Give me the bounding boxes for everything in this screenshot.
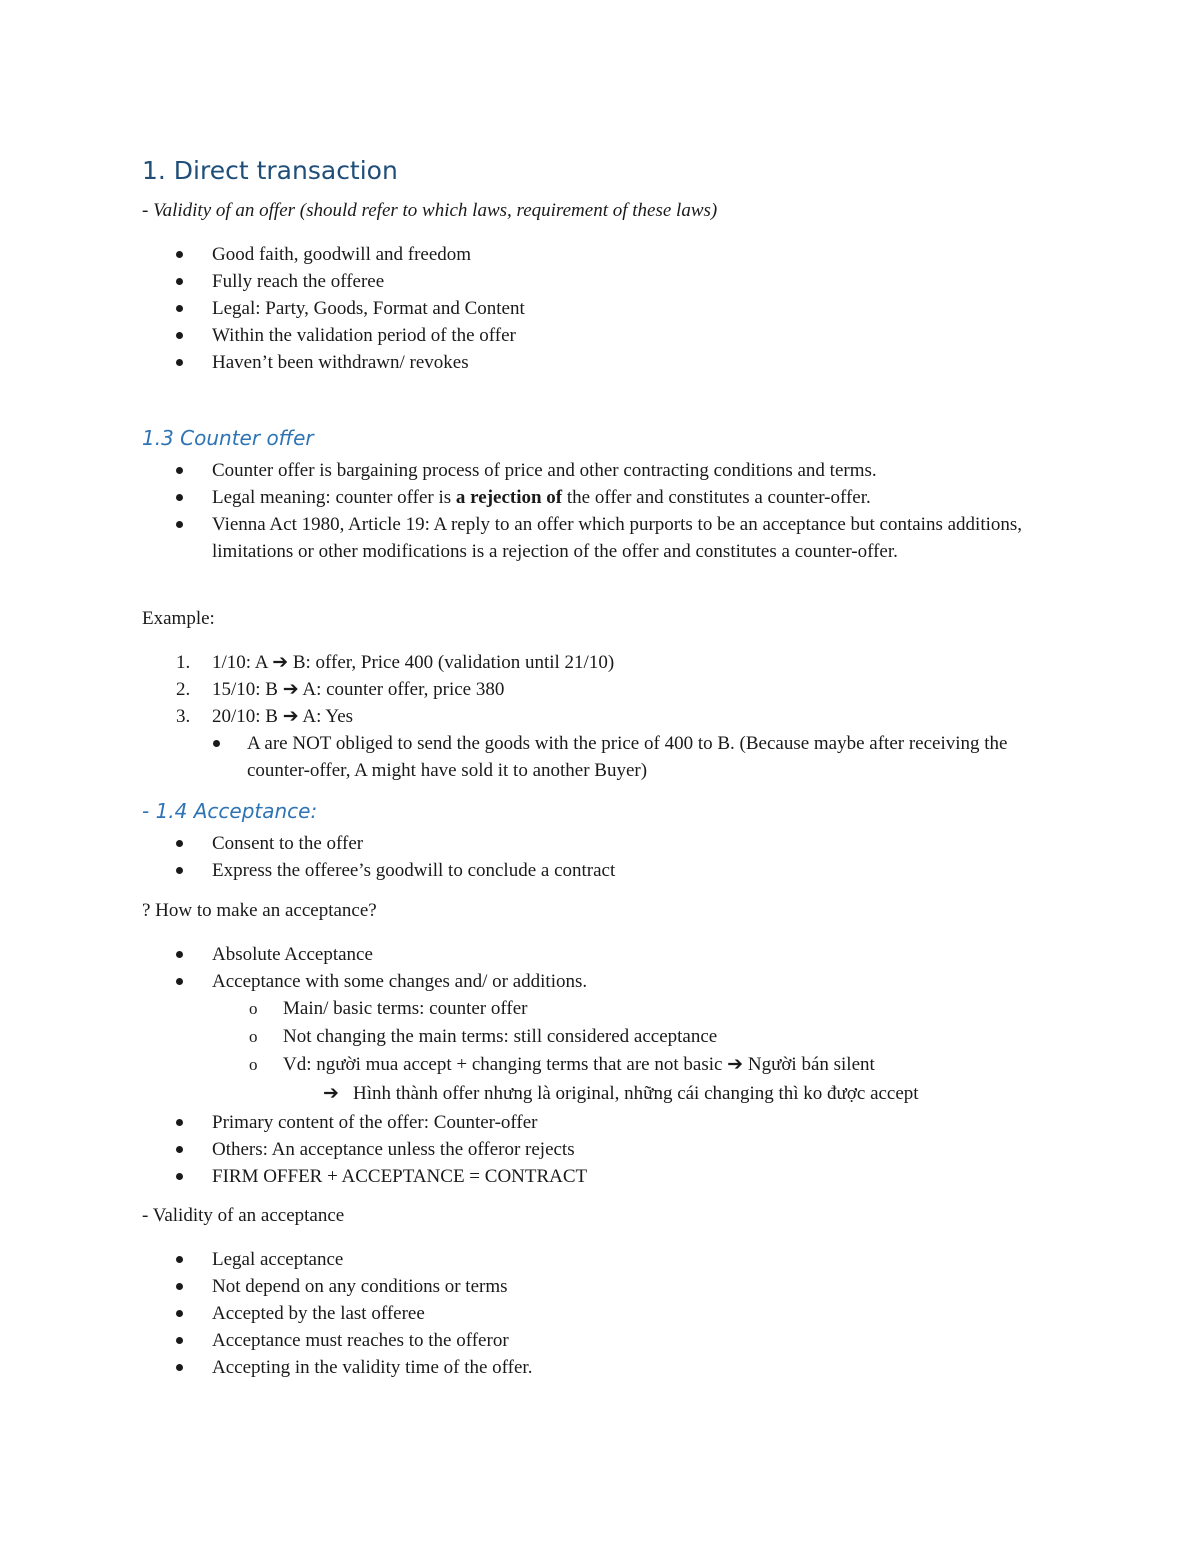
sub-list-item: o Main/ basic terms: counter offer [283,995,875,1023]
bullet-icon [176,1310,183,1317]
list-item: A are NOT obliged to send the goods with the price of 400 to B. (Because maybe after receiving the counter-offer, A might have sold it to another Buyer) [247,730,1017,784]
list-item: Consent to the offer [212,830,615,857]
list-item: Haven’t been withdrawn/ revokes [212,349,525,376]
list-item: Vienna Act 1980, Article 19: A reply to an offer which purports to be an acceptance but contains additions, limitations or other modifications is a rejection of the offer and constitutes a counter-offer. [212,511,1052,565]
bullet-icon [176,1146,183,1153]
bullet-icon [176,251,183,258]
bullet-icon [176,1364,183,1371]
list-item: Acceptance with some changes and/ or additions. [212,968,804,995]
list-item: Acceptance must reaches to the offeror [212,1327,532,1354]
bullet-icon [176,840,183,847]
list-item: 3. 20/10: B ➔ A: Yes [176,706,354,727]
circle-bullet-icon: o [249,1055,258,1074]
how-to-accept-list [212,941,919,1190]
sub-sub-list-item: ➔ Hình thành offer nhưng là original, những cái changing thì ko được accept [353,1079,945,1109]
arrow-right-icon: ➔ [272,652,289,673]
bullet-icon [176,951,183,958]
bullet-icon [176,978,183,985]
list-item: Absolute Acceptance [212,941,804,968]
heading-direct-transaction: 1. Direct transaction [142,156,398,185]
sub-list-item: o Vd: người mua accept + changing terms that are not basic ➔ Người bán silent [283,1051,875,1079]
list-item: Accepting in the validity time of the offer. [212,1354,532,1381]
circle-bullet-icon: o [249,1027,258,1046]
validity-offer-list [212,241,525,376]
list-item: Legal meaning: counter offer is a rejection of the offer and constitutes a counter-offer. [212,484,1052,511]
list-item: Fully reach the offeree [212,268,525,295]
list-item: Others: An acceptance unless the offeror rejects [212,1136,804,1163]
bullet-icon [176,305,183,312]
acceptance-question: ? How to make an acceptance? [142,900,377,921]
arrow-right-icon: ➔ [727,1054,744,1075]
validity-offer-intro: - Validity of an offer (should refer to which laws, requirement of these laws) [142,200,718,221]
bullet-icon [176,1173,183,1180]
example-label: Example: [142,608,215,629]
heading-acceptance: - 1.4 Acceptance: [142,799,318,823]
bullet-icon [176,867,183,874]
list-item: Not depend on any conditions or terms [212,1273,532,1300]
counter-offer-list [212,457,1052,565]
list-item: Accepted by the last offeree [212,1300,532,1327]
list-item: Legal: Party, Goods, Format and Content [212,295,525,322]
bullet-icon [176,1283,183,1290]
bullet-icon [176,467,183,474]
bullet-icon [176,332,183,339]
bullet-icon [176,521,183,528]
list-item: 2. 15/10: B ➔ A: counter offer, price 380 [176,679,505,700]
arrow-right-icon: ➔ [323,1083,339,1104]
list-item: Primary content of the offer: Counter-offer [212,1109,804,1136]
bullet-icon [176,278,183,285]
circle-bullet-icon: o [249,999,258,1018]
list-item: 1. 1/10: A ➔ B: offer, Price 400 (validation until 21/10) [176,652,615,673]
bullet-icon [213,740,220,747]
heading-counter-offer: 1.3 Counter offer [142,426,314,450]
bullet-icon [176,1119,183,1126]
list-item: Legal acceptance [212,1246,532,1273]
list-item: FIRM OFFER + ACCEPTANCE = CONTRACT [212,1163,804,1190]
bullet-icon [176,1256,183,1263]
bullet-icon [176,359,183,366]
example-steps [176,649,615,730]
sub-list-item: o Not changing the main terms: still considered acceptance [283,1023,875,1051]
acceptance-list [212,830,615,884]
validity-acceptance-intro: - Validity of an acceptance [142,1205,345,1226]
arrow-right-icon: ➔ [282,679,299,700]
list-item: Counter offer is bargaining process of price and other contracting conditions and terms. [212,457,1052,484]
validity-acceptance-list [212,1246,532,1381]
arrow-right-icon: ➔ [282,706,299,727]
bullet-icon [176,494,183,501]
list-item: Good faith, goodwill and freedom [212,241,525,268]
bullet-icon [176,1337,183,1344]
list-item: Express the offeree’s goodwill to conclude a contract [212,857,615,884]
example-note-list [247,730,1017,784]
list-item: Within the validation period of the offer [212,322,525,349]
